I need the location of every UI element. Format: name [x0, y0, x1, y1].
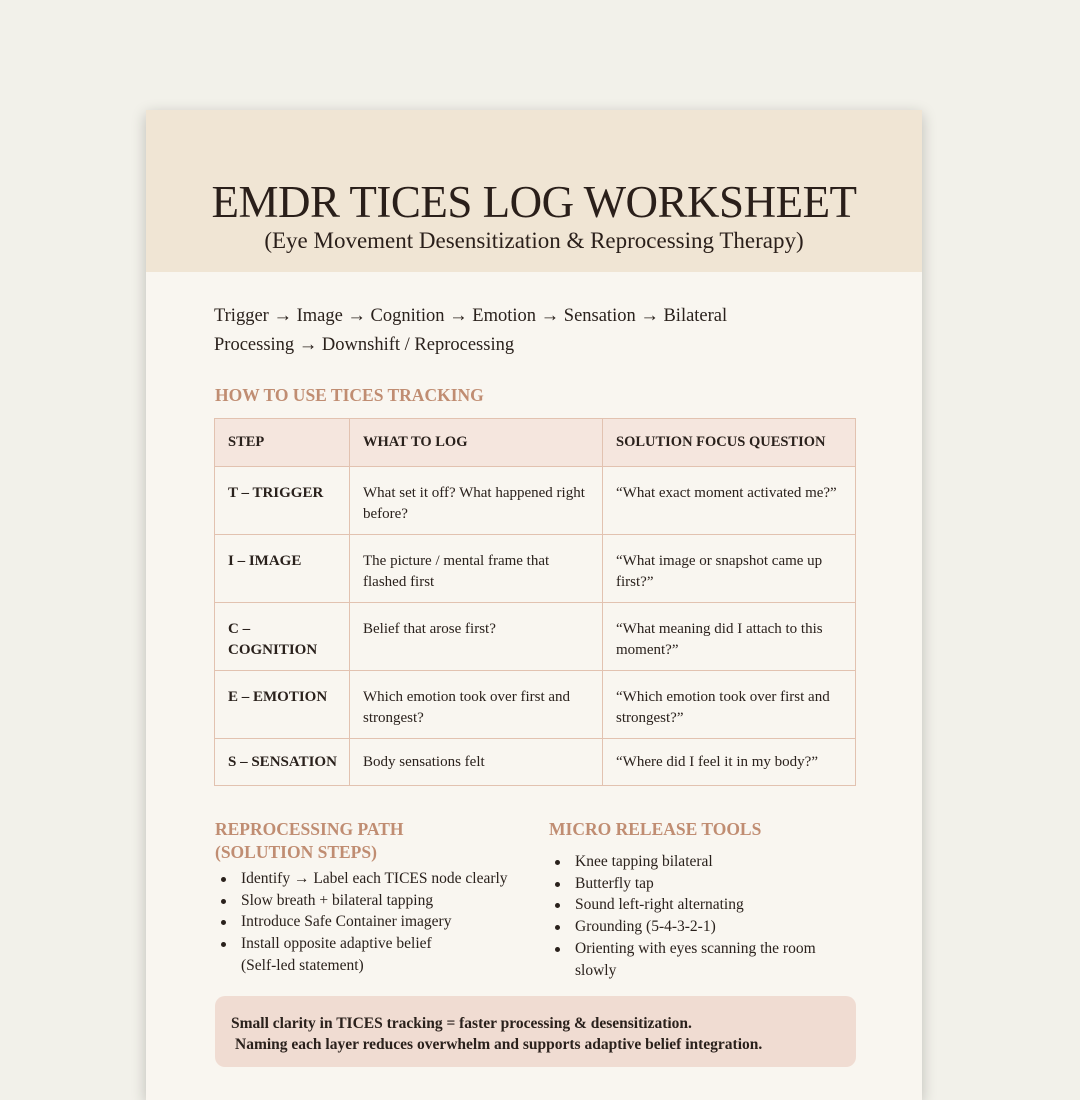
callout-line: Naming each layer reduces overwhelm and supports adaptive belief integration.	[235, 1036, 763, 1053]
log-cell: What set it off? What happened right before?	[350, 467, 603, 535]
question-cell: “What image or snapshot came up first?”	[603, 535, 856, 603]
step-cell: E – EMOTION	[215, 671, 350, 739]
tices-table	[214, 418, 856, 786]
table-row	[215, 535, 856, 603]
table-row	[215, 671, 856, 739]
step-cell: I – IMAGE	[215, 535, 350, 603]
page-subtitle: (Eye Movement Desensitization & Reprocessing Therapy)	[264, 228, 804, 253]
table-row	[215, 739, 856, 786]
log-cell: Which emotion took over first and strongest?	[350, 671, 603, 739]
list-item: Identify → Label each TICES node clearly	[215, 868, 535, 890]
how-to-heading: HOW TO USE TICES TRACKING	[215, 385, 484, 405]
column-header: WHAT TO LOG	[350, 419, 603, 467]
heading-line: (SOLUTION STEPS)	[215, 842, 377, 862]
question-cell: “Which emotion took over first and strongest?”	[603, 671, 856, 739]
list-item: Slow breath + bilateral tapping	[215, 890, 535, 912]
heading-line: REPROCESSING PATH	[215, 819, 404, 839]
reprocessing-heading	[215, 818, 403, 864]
flow-line: Processing → Downshift / Reprocessing	[214, 335, 515, 355]
log-cell: The picture / mental frame that flashed first	[350, 535, 603, 603]
list-item: Orienting with eyes scanning the room slowly	[549, 938, 819, 981]
table-row	[215, 603, 856, 671]
list-item: Butterfly tap	[549, 873, 819, 895]
table-row	[215, 467, 856, 535]
column-header: STEP	[215, 419, 350, 467]
table-header-row	[215, 419, 856, 467]
step-cell: T – TRIGGER	[215, 467, 350, 535]
page-title: EMDR TICES LOG WORKSHEET	[211, 177, 857, 227]
list-item: Knee tapping bilateral	[549, 851, 819, 873]
flow-line: Trigger → Image → Cognition → Emotion → Sensation → Bilateral	[214, 306, 728, 326]
column-header: SOLUTION FOCUS QUESTION	[603, 419, 856, 467]
log-cell: Body sensations felt	[350, 739, 603, 786]
list-item: Install opposite adaptive belief (Self-led statement)	[215, 933, 465, 976]
list-item: Sound left-right alternating	[549, 894, 819, 916]
tices-flow	[214, 302, 774, 360]
list-item: Grounding (5-4-3-2-1)	[549, 916, 819, 938]
micro-list	[549, 851, 819, 981]
reprocessing-list	[215, 868, 535, 977]
step-cell: C – COGNITION	[215, 603, 350, 671]
callout-line: Small clarity in TICES tracking = faster processing & desensitization.	[231, 1015, 692, 1032]
header-band	[146, 110, 922, 272]
micro-heading: MICRO RELEASE TOOLS	[549, 819, 762, 839]
question-cell: “What exact moment activated me?”	[603, 467, 856, 535]
question-cell: “What meaning did I attach to this moment?”	[603, 603, 856, 671]
step-cell: S – SENSATION	[215, 739, 350, 786]
log-cell: Belief that arose first?	[350, 603, 603, 671]
summary-callout	[215, 996, 856, 1067]
question-cell: “Where did I feel it in my body?”	[603, 739, 856, 786]
worksheet-page	[146, 110, 922, 1100]
list-item: Introduce Safe Container imagery	[215, 911, 535, 933]
